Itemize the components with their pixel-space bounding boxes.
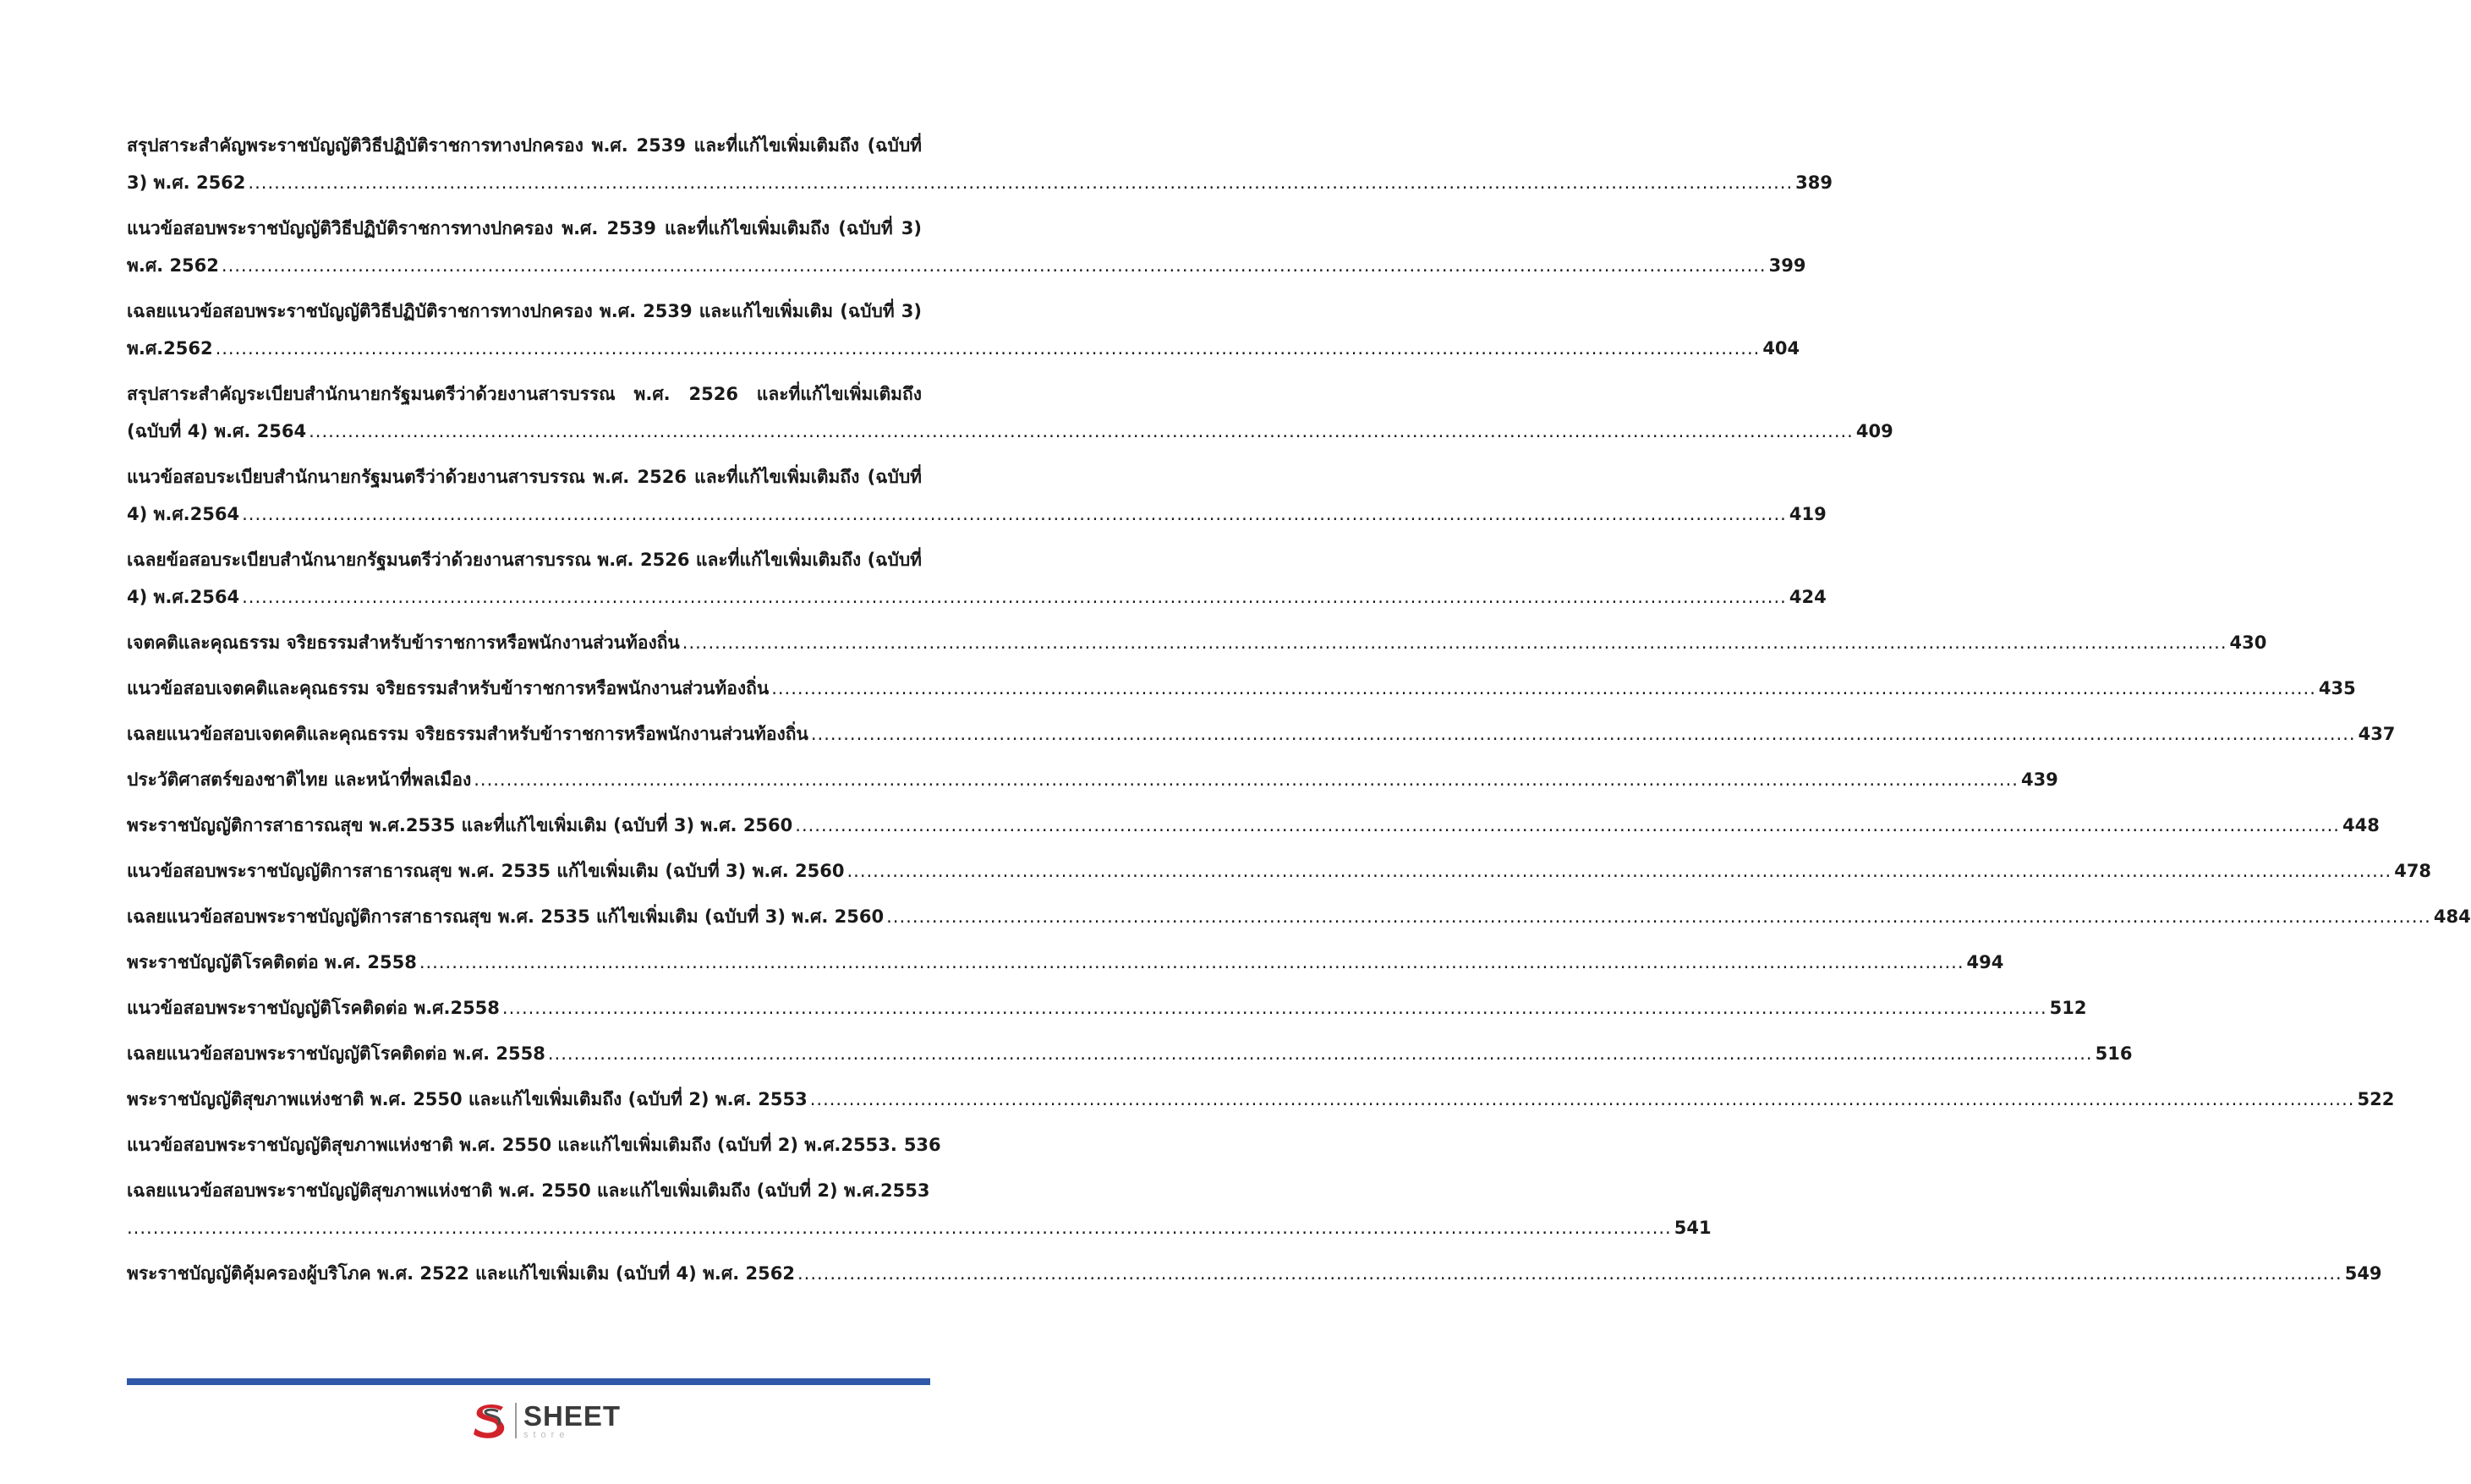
toc-entry-title: เฉลยข้อสอบระเบียบสำนักนายกรัฐมนตรีว่าด้วยงานสารบรรณ พ.ศ. 2526 และที่แก้ไขเพิ่มเติมถึง (ฉบับที่ [127,550,922,570]
toc-entry-title-cont: 4) พ.ศ.2564 [127,587,240,607]
toc-entry-leader [127,1255,2382,1292]
toc-page-number: 389 [1795,172,1833,193]
toc-entry-leader [127,578,1827,616]
footer-rule [127,1378,930,1385]
toc-entry-leader [127,852,2432,890]
toc-entry-title-cont: 3) พ.ศ. 2562 [127,172,246,193]
toc-entry[interactable] [127,989,2087,1027]
toc-entry-title: สรุปสาระสำคัญพระราชบัญญัติวิธีปฏิบัติราชการทางปกครอง พ.ศ. 2539 และที่แก้ไขเพิ่มเติมถึง (ฉบับที่ [127,135,922,156]
dot-leader [682,624,2227,661]
toc-entry[interactable] [127,210,1806,284]
toc-entry-title-cont: (ฉบับที่ 4) พ.ศ. 2564 [127,421,307,441]
toc-entry-leader [127,496,1827,533]
toc-entry-title: เจตคติและคุณธรรม จริยธรรมสำหรับข้าราชการหรือพนักงานส่วนท้องถิ่น [127,632,680,653]
toc-entry[interactable] [127,1126,941,1164]
toc-page-number: 522 [2357,1089,2395,1109]
toc-page-number: 512 [2049,998,2087,1018]
toc-entry-leader [127,715,2396,753]
toc-entry-title-cont: พ.ศ.2562 [127,338,213,359]
dot-leader [309,413,1854,450]
logo-text [523,1399,622,1440]
toc-entry-title: เฉลยแนวข้อสอบพระราชบัญญัติสุขภาพแห่งชาติ พ.ศ. 2550 และแก้ไขเพิ่มเติมถึง (ฉบับที่ 2) พ.ศ.2553 [127,1180,930,1201]
toc-entry-title: แนวข้อสอบพระราชบัญญัติโรคติดต่อ พ.ศ.2558 [127,998,500,1018]
toc-entry-leader [127,1035,2133,1072]
toc-entry-title: เฉลยแนวข้อสอบพระราชบัญญัติการสาธารณสุข พ.ศ. 2535 แก้ไขเพิ่มเติม (ฉบับที่ 3) พ.ศ. 2560 [127,906,885,927]
toc-entry[interactable] [127,852,2432,890]
toc-entry-title: แนวข้อสอบพระราชบัญญัติการสาธารณสุข พ.ศ. 2535 แก้ไขเพิ่มเติม (ฉบับที่ 3) พ.ศ. 2560 [127,861,845,881]
toc-page-number: 409 [1855,421,1893,441]
toc-entry-leader [127,247,1806,284]
sheet-store-logo [469,1397,621,1444]
toc-page-number: 484 [2433,906,2471,927]
toc-page-number: 516 [2095,1043,2133,1064]
toc-entry-leader [127,807,2380,844]
dot-leader [795,807,2340,844]
toc-entry-title: พระราชบัญญัติโรคติดต่อ พ.ศ. 2558 [127,952,417,972]
toc-entry-title: พระราชบัญญัติสุขภาพแห่งชาติ พ.ศ. 2550 และแก้ไขเพิ่มเติมถึง (ฉบับที่ 2) พ.ศ. 2553 [127,1089,808,1109]
toc-page-number: 549 [2344,1263,2382,1284]
toc-entry-leader [127,413,1893,450]
sheet-store-logo-icon [469,1400,510,1441]
toc-page-number: 399 [1768,255,1806,276]
dot-leader [127,1209,1672,1246]
toc-entry[interactable] [127,541,1827,616]
toc-page-number: 435 [2318,678,2356,698]
toc-entry[interactable] [127,898,2471,935]
dot-leader [419,944,1964,981]
toc-entry-leader [127,1126,941,1164]
toc-entry[interactable] [127,293,1800,367]
toc-entry-title: เฉลยแนวข้อสอบพระราชบัญญัติโรคติดต่อ พ.ศ. 2558 [127,1043,545,1064]
toc-entry[interactable] [127,1172,1712,1246]
toc-entry-title: สรุปสาระสำคัญระเบียบสำนักนายกรัฐมนตรีว่าด้วยงานสารบรรณ พ.ศ. 2526 และที่แก้ไขเพิ่มเติมถึง [127,384,922,404]
logo-subtitle: store [523,1429,570,1440]
dot-leader [771,670,2316,707]
toc-page-number: 541 [1674,1218,1712,1238]
dot-leader [846,852,2392,890]
dot-leader [474,761,2019,798]
table-of-contents [127,127,2471,1301]
toc-page-number: 478 [2394,861,2432,881]
toc-page-number: 419 [1789,504,1827,524]
toc-entry-title: เฉลยแนวข้อสอบพระราชบัญญัติวิธีปฏิบัติราชการทางปกครอง พ.ศ. 2539 และแก้ไขเพิ่มเติม (ฉบับที่ 3) [127,301,922,321]
dot-leader [810,1081,2355,1118]
dot-leader [242,496,1787,533]
toc-entry-leader [127,1081,2395,1118]
toc-entry[interactable] [127,807,2380,844]
toc-entry-leader [127,670,2356,707]
dot-leader [242,578,1787,616]
toc-entry-title: พระราชบัญญัติการสาธารณสุข พ.ศ.2535 และที่แก้ไขเพิ่มเติม (ฉบับที่ 3) พ.ศ. 2560 [127,815,793,835]
logo-wordmark: SHEET [523,1399,622,1432]
toc-page-number: 448 [2342,815,2380,835]
toc-entry[interactable] [127,715,2396,753]
toc-entry[interactable] [127,458,1827,533]
logo-separator [515,1403,517,1438]
toc-entry[interactable] [127,944,2004,981]
toc-entry-leader [127,330,1800,367]
toc-entry-leader [127,989,2087,1027]
toc-page-number: 404 [1762,338,1800,359]
toc-entry[interactable] [127,375,1893,450]
dot-leader [248,164,1793,201]
dot-leader [222,247,1767,284]
toc-entry[interactable] [127,1081,2395,1118]
toc-entry-leader [127,761,2058,798]
toc-entry[interactable] [127,1255,2382,1292]
toc-page-number: 424 [1789,587,1827,607]
dot-leader [548,1035,2093,1072]
dot-leader [886,898,2431,935]
toc-entry-title: แนวข้อสอบพระราชบัญญัติวิธีปฏิบัติราชการทางปกครอง พ.ศ. 2539 และที่แก้ไขเพิ่มเติมถึง (ฉบับที่ 3) [127,218,922,238]
toc-entry-leader [127,898,2471,935]
toc-page-number: 430 [2229,632,2267,653]
toc-entry-title: แนวข้อสอบพระราชบัญญัติสุขภาพแห่งชาติ พ.ศ. 2550 และแก้ไขเพิ่มเติมถึง (ฉบับที่ 2) พ.ศ.2553. [127,1135,897,1155]
toc-page-number: 536 [903,1135,941,1155]
dot-leader [811,715,2356,753]
toc-entry[interactable] [127,624,2267,661]
toc-entry[interactable] [127,1035,2133,1072]
dot-leader [797,1255,2342,1292]
dot-leader [502,989,2047,1027]
toc-page-number: 439 [2020,769,2058,790]
toc-entry-leader [127,944,2004,981]
toc-entry[interactable] [127,670,2356,707]
dot-leader [216,330,1761,367]
toc-entry-title: เฉลยแนวข้อสอบเจตคติและคุณธรรม จริยธรรมสำหรับข้าราชการหรือพนักงานส่วนท้องถิ่น [127,724,808,744]
toc-page-number: 437 [2358,724,2396,744]
toc-entry-title: แนวข้อสอบเจตคติและคุณธรรม จริยธรรมสำหรับข้าราชการหรือพนักงานส่วนท้องถิ่น [127,678,770,698]
toc-entry[interactable] [127,761,2058,798]
toc-entry-leader [127,624,2267,661]
toc-entry[interactable] [127,127,1833,201]
toc-entry-title: พระราชบัญญัติคุ้มครองผู้บริโภค พ.ศ. 2522 และแก้ไขเพิ่มเติม (ฉบับที่ 4) พ.ศ. 2562 [127,1263,795,1284]
toc-entry-leader [127,164,1833,201]
toc-entry-title-cont: พ.ศ. 2562 [127,255,219,276]
toc-entry-leader [127,1209,1712,1246]
toc-entry-title-cont: 4) พ.ศ.2564 [127,504,240,524]
toc-entry-title: ประวัติศาสตร์ของชาติไทย และหน้าที่พลเมือง [127,769,472,790]
toc-page-number: 494 [1966,952,2004,972]
toc-entry-title: แนวข้อสอบระเบียบสำนักนายกรัฐมนตรีว่าด้วยงานสารบรรณ พ.ศ. 2526 และที่แก้ไขเพิ่มเติมถึง (ฉบับที่ [127,467,922,487]
